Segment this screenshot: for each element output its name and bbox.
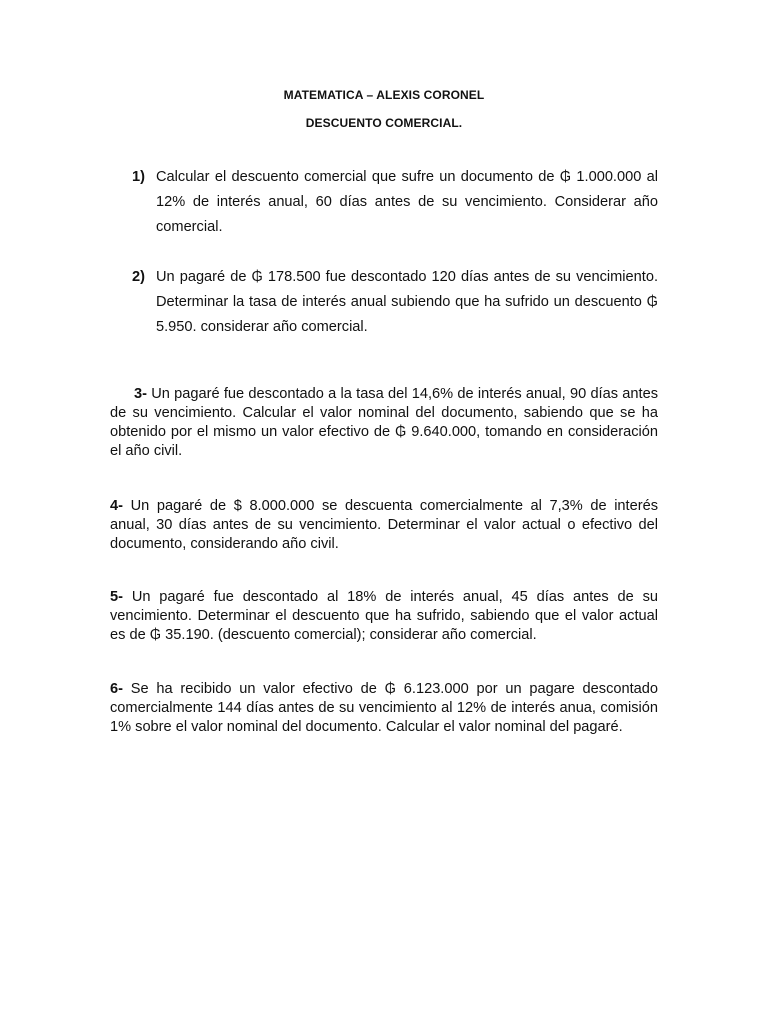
exercise-1 (132, 165, 658, 240)
exercise-4 (110, 497, 658, 554)
exercise-6 (110, 680, 658, 737)
exercise-number: 2) (132, 269, 145, 285)
exercise-number: 4- (110, 498, 123, 514)
exercise-number: 1) (132, 169, 145, 185)
exercise-2 (132, 265, 658, 340)
exercise-number: 5- (110, 589, 123, 605)
exercise-text: Un pagaré de $ 8.000.000 se descuenta comercialmente al 7,3% de interés anual, 30 días antes de su vencimiento. Determinar el valor actual o efectivo del documento, considerando año civil. (110, 498, 658, 552)
exercise-text: Un pagaré fue descontado al 18% de interés anual, 45 días antes de su vencimiento. Determinar el descuento que ha sufrido, sabiendo que el valor actual es de ₲ 35.190. (descuento comercial); considerar año comercial. (110, 589, 658, 643)
document-title: MATEMATICA – ALEXIS CORONEL (283, 88, 485, 102)
exercise-text: Un pagaré de ₲ 178.500 fue descontado 120 días antes de su vencimiento. Determinar la tasa de interés anual subiendo que ha sufrido un descuento ₲ 5.950. considerar año comercial. (156, 269, 658, 335)
exercise-text: Se ha recibido un valor efectivo de ₲ 6.123.000 por un pagare descontado comercialmente 144 días antes de su vencimiento al 12% de interés anua, comisión 1% sobre el valor nominal del documento. Calcular el valor nominal del pagaré. (110, 681, 658, 735)
exercise-3 (110, 385, 658, 461)
exercise-5 (110, 588, 658, 645)
exercise-text: Un pagaré fue descontado a la tasa del 14,6% de interés anual, 90 días antes de su vencimiento. Calcular el valor nominal del documento, sabiendo que se ha obtenido por el mismo un valor efectivo de ₲ 9.640.000, tomando en consideración el año civil. (110, 386, 658, 459)
exercise-number: 6- (110, 681, 123, 697)
exercise-number: 3- (134, 386, 147, 402)
document-subtitle: DESCUENTO COMERCIAL. (305, 116, 463, 130)
exercise-text: Calcular el descuento comercial que sufre un documento de ₲ 1.000.000 al 12% de interés anual, 60 días antes de su vencimiento. Considerar año comercial. (156, 169, 658, 235)
